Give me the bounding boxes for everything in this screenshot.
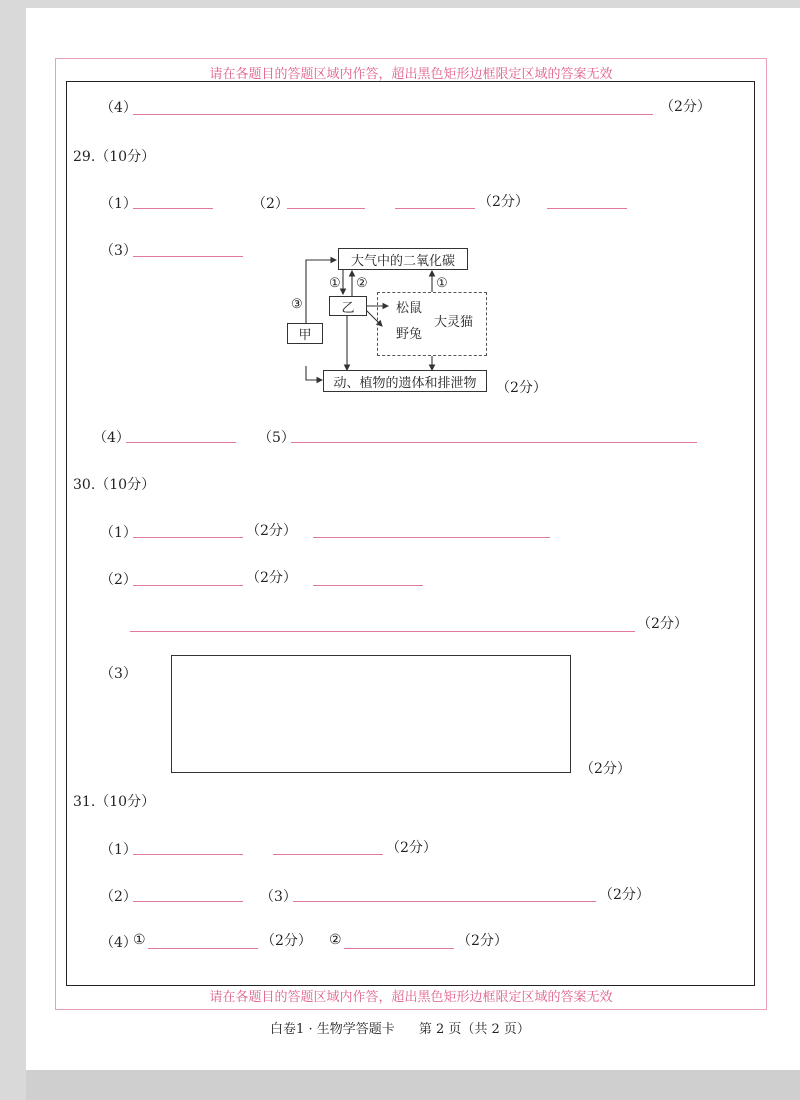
q28-part4-label: （4）	[100, 100, 137, 116]
q31-part4-mark2: ②	[329, 932, 342, 948]
page-footer	[0, 1018, 800, 1037]
q29-part4-label: （4）	[93, 430, 130, 446]
q30-part3-label: （3）	[100, 666, 137, 682]
q31-heading: 31.（10分）	[73, 794, 156, 810]
q29-part5-answer-line[interactable]	[291, 442, 697, 443]
arrow-label-3: ③	[291, 297, 303, 312]
arrow-label-2: ②	[356, 276, 368, 291]
q31-part1-answer-line-1[interactable]	[133, 854, 243, 855]
q30-part2-answer-line-3[interactable]	[130, 631, 635, 632]
q31-part4-answer-line-2[interactable]	[344, 948, 454, 949]
q29-part2-answer-line-3[interactable]	[547, 208, 627, 209]
civet-label: 大灵猫	[434, 315, 474, 330]
decomposer-box: 甲	[287, 323, 323, 344]
remains-box: 动、植物的遗体和排泄物	[323, 370, 487, 392]
q31-part4-label: （4）	[100, 935, 137, 951]
q30-part1-answer-line-1[interactable]	[133, 537, 243, 538]
q28-part4-answer-line[interactable]	[133, 114, 653, 115]
warning-bottom: 请在各题目的答题区域内作答，超出黑色矩形边框限定区域的答案无效	[209, 990, 613, 1005]
q31-part3-score: （2分）	[599, 887, 650, 903]
q29-part5-label: （5）	[258, 430, 295, 446]
q30-part2-answer-line-2[interactable]	[313, 585, 423, 586]
q31-part1-label: （1）	[100, 842, 137, 858]
q31-part2-answer-line[interactable]	[133, 901, 243, 902]
q30-part3-drawing-box[interactable]	[171, 655, 571, 773]
q29-heading: 29.（10分）	[73, 149, 156, 165]
q30-part1-label: （1）	[100, 525, 137, 541]
q29-part1-answer-line[interactable]	[133, 208, 213, 209]
q30-part2-score: （2分）	[246, 570, 297, 586]
q29-part2-score: （2分）	[478, 194, 529, 210]
footer-page-number: 第 2 页（共 2 页）	[418, 1022, 530, 1037]
q30-part2-answer-line-1[interactable]	[133, 585, 243, 586]
arrow-label-1: ①	[329, 276, 341, 291]
producer-box: 乙	[329, 296, 367, 316]
q28-part4-score: （2分）	[660, 99, 711, 115]
q30-part3-score: （2分）	[580, 761, 631, 777]
q29-part3-score: （2分）	[496, 380, 547, 396]
q31-part4-score2: （2分）	[457, 933, 508, 949]
scanner-edge	[26, 1070, 800, 1100]
q31-part3-label: （3）	[260, 889, 297, 905]
q30-part2-line3-score: （2分）	[637, 616, 688, 632]
footer-title: 白卷1 · 生物学答题卡	[270, 1022, 395, 1037]
q29-part2-answer-line-1[interactable]	[287, 208, 365, 209]
warning-top: 请在各题目的答题区域内作答，超出黑色矩形边框限定区域的答案无效	[209, 67, 613, 82]
q29-part2-answer-line-2[interactable]	[395, 208, 475, 209]
q30-part1-score: （2分）	[246, 523, 297, 539]
hare-label: 野兔	[396, 327, 423, 342]
q31-part4-score1: （2分）	[261, 933, 312, 949]
arrow-label-1b: ①	[436, 276, 448, 291]
q31-part3-answer-line[interactable]	[293, 901, 596, 902]
q31-part1-score: （2分）	[386, 840, 437, 856]
q31-part2-label: （2）	[100, 889, 137, 905]
q31-part4-answer-line-1[interactable]	[148, 948, 258, 949]
q31-part4-mark1: ①	[133, 932, 146, 948]
q31-part1-answer-line-2[interactable]	[273, 854, 383, 855]
atmosphere-co2-box: 大气中的二氧化碳	[338, 248, 468, 270]
squirrel-label: 松鼠	[396, 301, 423, 316]
q30-part2-label: （2）	[100, 572, 137, 588]
q29-part3-label: （3）	[100, 243, 137, 259]
q29-part3-answer-line[interactable]	[133, 256, 243, 257]
q29-part4-answer-line[interactable]	[126, 442, 236, 443]
q29-part2-label: （2）	[252, 196, 289, 212]
q29-part1-label: （1）	[100, 196, 137, 212]
q30-part1-answer-line-2[interactable]	[313, 537, 550, 538]
q30-heading: 30.（10分）	[73, 477, 156, 493]
